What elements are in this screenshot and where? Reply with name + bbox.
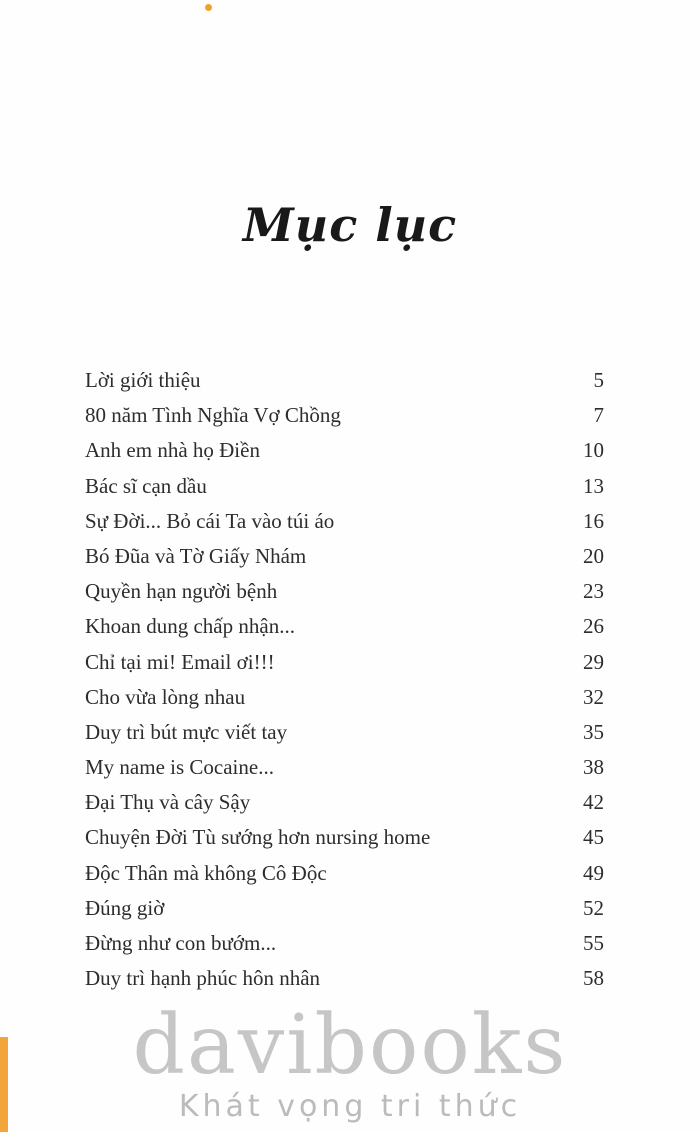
toc-entry-title: Chuyện Đời Tù sướng hơn nursing home	[85, 825, 431, 850]
toc-entry-title: Đại Thụ và cây Sậy	[85, 790, 251, 815]
toc-entry	[85, 509, 604, 544]
toc-entry	[85, 966, 604, 1001]
toc-entry-page: 32	[583, 684, 604, 709]
toc-entry-page: 10	[583, 438, 604, 463]
toc-entry-title: Độc Thân mà không Cô Độc	[85, 860, 327, 885]
toc-entry-title: 80 năm Tình Nghĩa Vợ Chồng	[85, 403, 341, 428]
toc-entry-page: 55	[583, 931, 604, 955]
table-of-contents	[85, 368, 604, 1001]
orange-edge-bar	[0, 1037, 8, 1132]
toc-entry	[85, 755, 604, 790]
toc-entry	[85, 438, 604, 473]
toc-entry	[85, 931, 604, 966]
toc-entry	[85, 403, 604, 438]
toc-entry	[85, 790, 604, 825]
watermark	[0, 998, 700, 1124]
toc-entry-page: 42	[583, 790, 604, 815]
toc-entry	[85, 579, 604, 614]
toc-entry-page: 49	[583, 860, 604, 885]
toc-entry-title: Bác sĩ cạn dầu	[85, 473, 207, 498]
toc-entry-title: Bó Đũa và Tờ Giấy Nhám	[85, 543, 307, 568]
toc-entry-page: 7	[593, 403, 604, 428]
toc-entry-title: Duy trì hạnh phúc hôn nhân	[85, 966, 321, 991]
toc-entry-page: 52	[583, 895, 604, 920]
toc-entry	[85, 650, 604, 685]
watermark-tagline: Khát vọng tri thức	[178, 1089, 522, 1124]
toc-entry-page: 38	[583, 755, 604, 780]
toc-entry	[85, 544, 604, 579]
toc-entry	[85, 368, 604, 403]
toc-entry-title: My name is Cocaine...	[85, 755, 274, 780]
toc-entry-page: 23	[583, 579, 604, 604]
toc-entry	[85, 825, 604, 860]
toc-entry	[85, 614, 604, 649]
page-title: Mục lục	[242, 198, 458, 252]
toc-entry-page: 35	[583, 719, 604, 744]
toc-entry-title: Duy trì bút mực viết tay	[85, 719, 288, 744]
toc-entry-page: 13	[583, 473, 604, 498]
toc-entry	[85, 896, 604, 931]
toc-entry-page: 5	[593, 368, 604, 392]
toc-entry-title: Khoan dung chấp nhận...	[85, 614, 295, 639]
toc-entry-title: Anh em nhà họ Điền	[85, 438, 260, 463]
toc-entry-page: 58	[583, 966, 604, 991]
toc-entry-title: Quyền hạn người bệnh	[85, 579, 278, 604]
toc-entry-page: 29	[583, 649, 604, 674]
toc-entry-page: 26	[583, 614, 604, 639]
toc-entry-title: Đừng như con bướm...	[85, 931, 277, 955]
toc-entry	[85, 861, 604, 896]
toc-entry-title: Sự Đời... Bỏ cái Ta vào túi áo	[85, 508, 335, 533]
toc-entry-page: 20	[583, 543, 604, 568]
toc-entry-title: Chỉ tại mi! Email ơi!!!	[85, 649, 275, 674]
toc-entry	[85, 720, 604, 755]
toc-entry	[85, 474, 604, 509]
toc-entry-page: 45	[583, 825, 604, 850]
watermark-brand: davibooks	[132, 998, 568, 1093]
toc-entry-page: 16	[583, 508, 604, 533]
toc-entry-title: Lời giới thiệu	[85, 368, 201, 392]
toc-entry-title: Đúng giờ	[85, 895, 165, 920]
orange-dot-icon	[205, 4, 212, 11]
toc-entry	[85, 685, 604, 720]
toc-entry-title: Cho vừa lòng nhau	[85, 684, 246, 709]
